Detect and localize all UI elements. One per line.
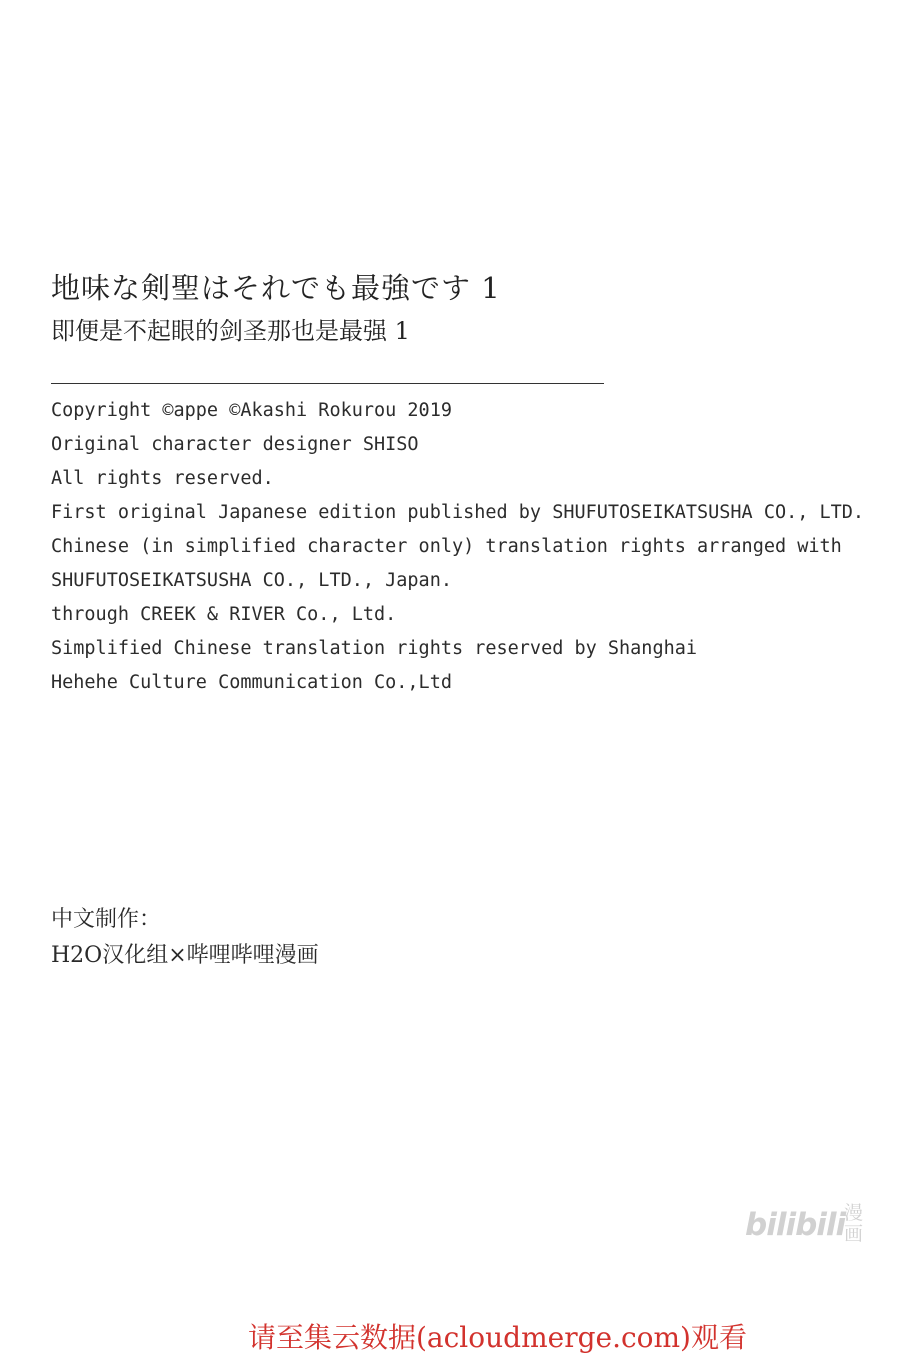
copyright-line: SHUFUTOSEIKATSUSHA CO., LTD., Japan.: [51, 570, 452, 591]
title-japanese: 地味な剣聖はそれでも最強です 1: [51, 271, 501, 305]
copyright-line: Chinese (in simplified character only) translation rights arranged with: [51, 536, 842, 557]
credits-heading: 中文制作：: [51, 907, 162, 932]
copyright-line: First original Japanese edition published by SHUFUTOSEIKATSUSHA CO., LTD.: [51, 502, 865, 523]
copyright-line: through CREEK & RIVER Co., Ltd.: [51, 604, 397, 625]
divider-rule: [51, 383, 604, 384]
credits-producer: H2O汉化组×哔哩哔哩漫画: [51, 943, 319, 968]
watermark-chinese: 漫画: [844, 1202, 864, 1245]
copyright-block: [51, 396, 891, 702]
copyright-line: Original character designer SHISO: [51, 434, 419, 455]
copyright-line: Simplified Chinese translation rights reserved by Shanghai: [51, 638, 698, 659]
copyright-line: Copyright ©appe ©Akashi Rokurou 2019: [51, 400, 452, 421]
copyright-line: Hehehe Culture Communication Co.,Ltd: [51, 672, 452, 693]
credits-block: [51, 903, 319, 975]
source-footer-link[interactable]: 请至集云数据(acloudmerge.com)观看: [248, 1321, 747, 1354]
copyright-line: All rights reserved.: [51, 468, 274, 489]
bilibili-watermark-logo: [745, 1203, 871, 1249]
watermark-wordmark: bilibili: [745, 1207, 846, 1243]
title-chinese: 即便是不起眼的剑圣那也是最强 1: [51, 317, 410, 345]
